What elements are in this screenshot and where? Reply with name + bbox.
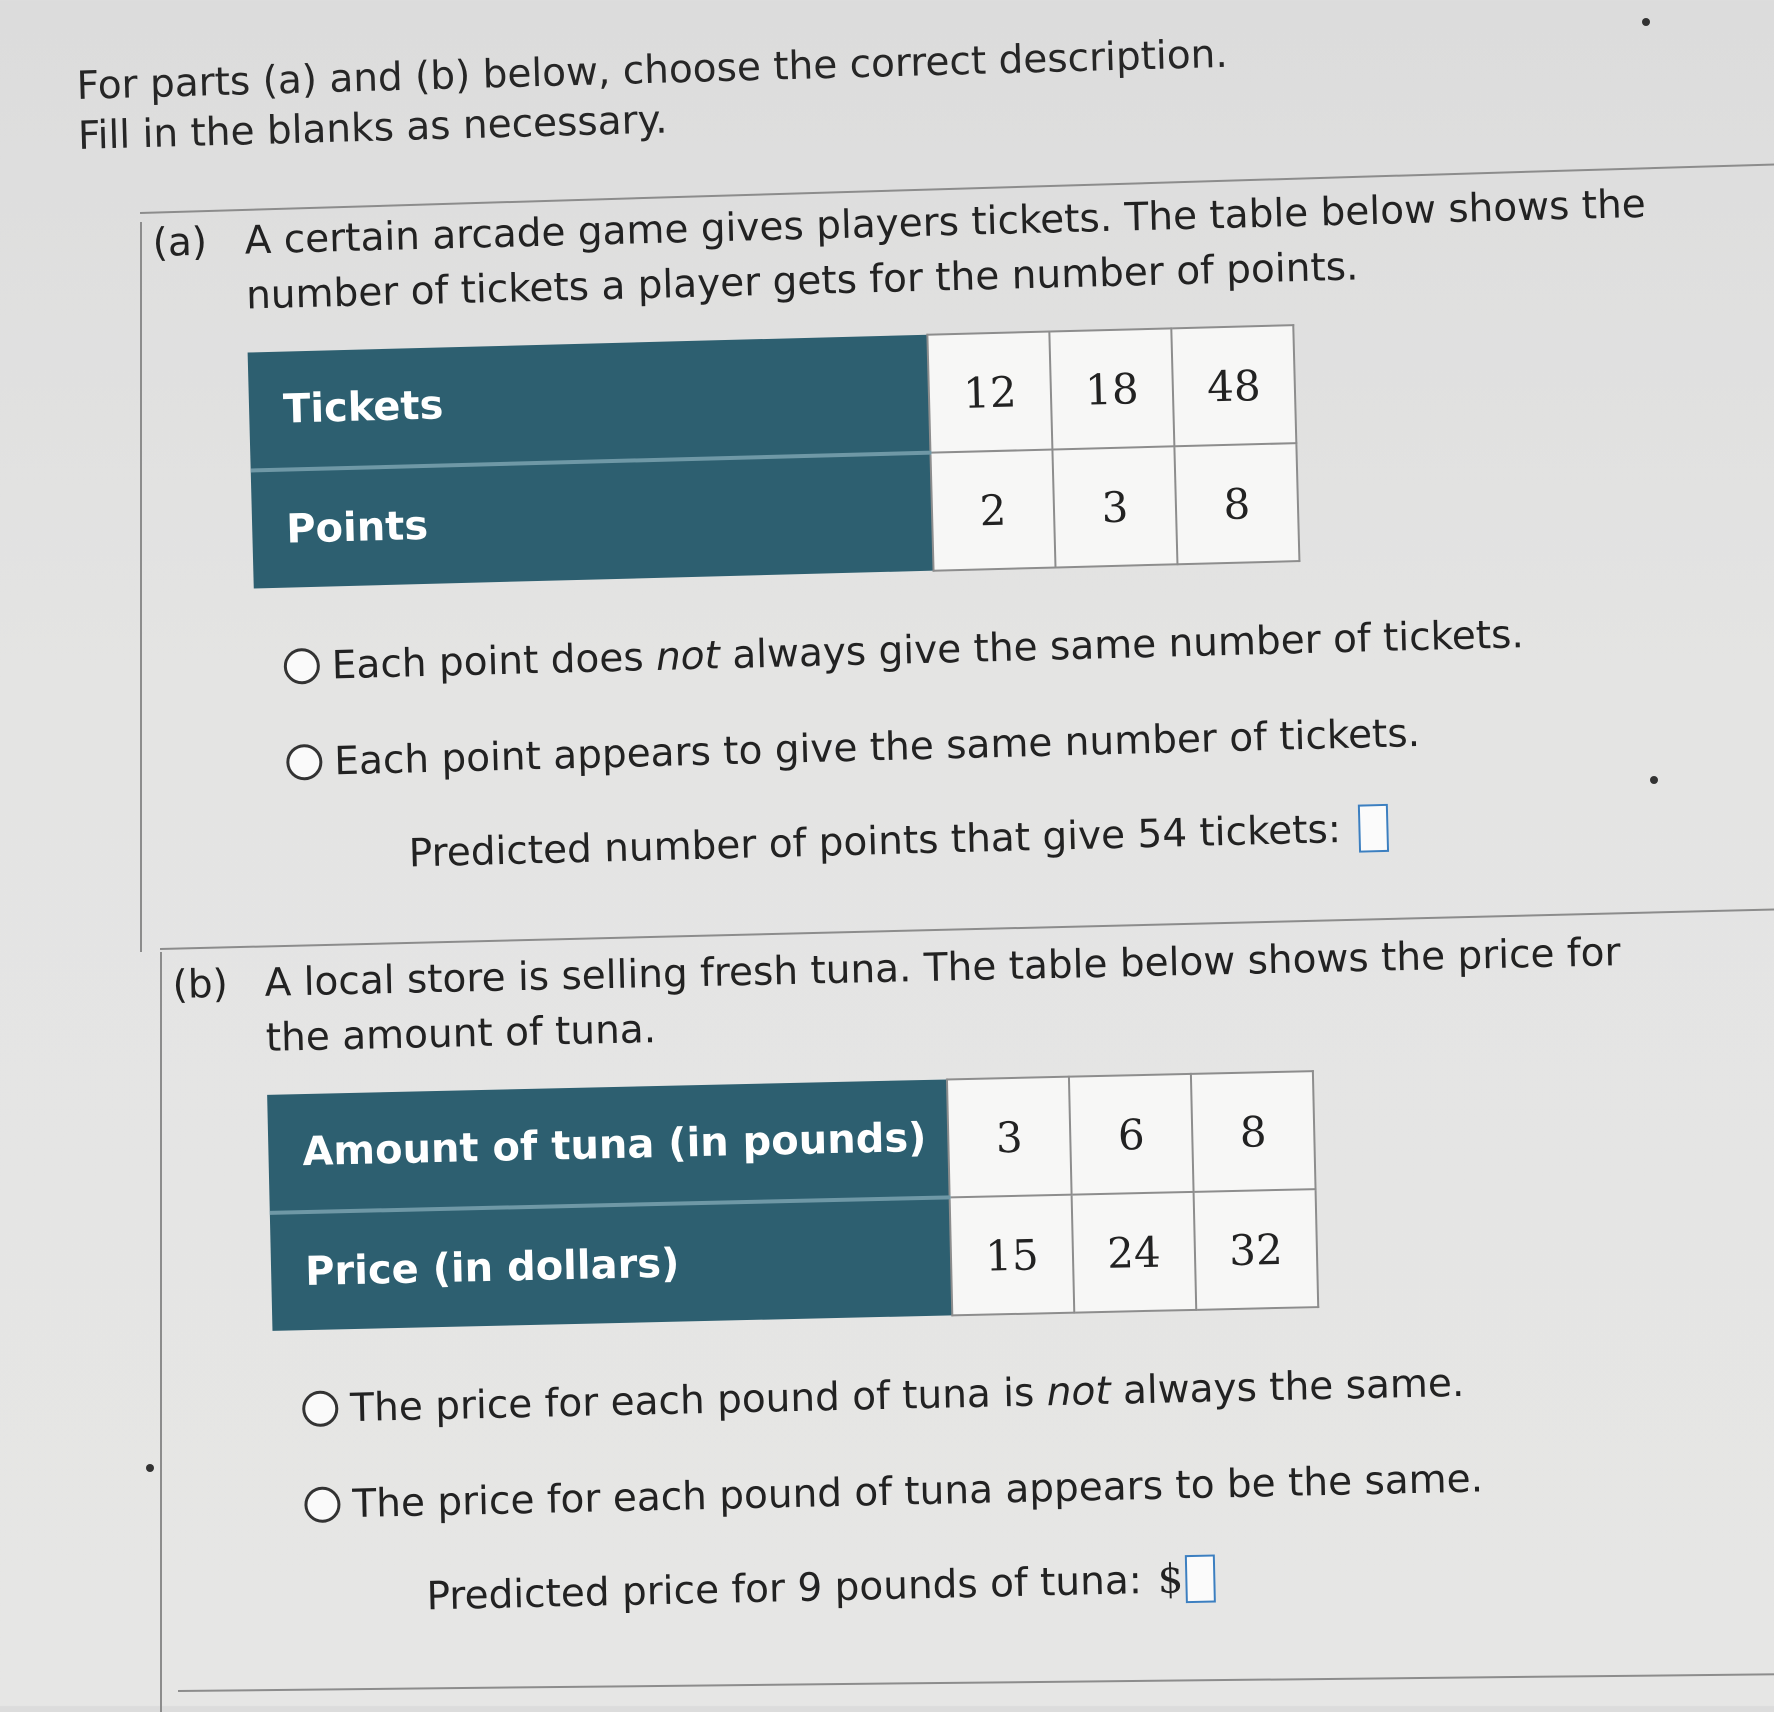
- part-b-choices: [301, 1330, 1697, 1554]
- choice-emphasis: not: [1046, 1368, 1112, 1415]
- table-cell: 3: [1052, 446, 1177, 567]
- table-row: [270, 1189, 1318, 1331]
- choice-label: [331, 612, 1524, 688]
- table-cell: 15: [950, 1195, 1075, 1316]
- table-cell: 2: [930, 450, 1055, 571]
- table-cell: 48: [1171, 325, 1296, 446]
- choice-text: Each point does: [331, 634, 657, 688]
- instructions: [76, 30, 1230, 162]
- table-cell: 8: [1174, 443, 1299, 564]
- prediction-label: Predicted number of points that give 54 tickets:: [408, 806, 1342, 876]
- row-header-amount: Amount of tuna (in pounds): [267, 1079, 950, 1212]
- table-cell: 18: [1049, 328, 1174, 449]
- part-a-prompt: [152, 176, 1666, 326]
- choice-text: always the same.: [1110, 1360, 1465, 1414]
- radio-button[interactable]: [302, 1390, 339, 1427]
- row-header-price: Price (in dollars): [270, 1197, 953, 1330]
- table-cell: 12: [927, 332, 1052, 453]
- table-cell: 3: [947, 1077, 1072, 1198]
- part-b: [172, 924, 1699, 1626]
- part-a: [152, 176, 1681, 883]
- choice-label: Each point appears to give the same number of tickets.: [333, 710, 1421, 784]
- tuna-price-table: [267, 1070, 1319, 1332]
- part-b-text: A local store is selling fresh tuna. The table below shows the price for the amount of tuna.: [264, 930, 1621, 1061]
- part-b-letter: (b): [172, 961, 229, 1008]
- speck: [1642, 18, 1650, 26]
- part-a-letter: (a): [152, 219, 208, 266]
- table-cell: 8: [1191, 1071, 1316, 1192]
- radio-button[interactable]: [304, 1486, 341, 1523]
- speck: [146, 1464, 154, 1472]
- answer-input-a[interactable]: [1358, 804, 1389, 853]
- currency-symbol: $: [1157, 1556, 1184, 1603]
- part-a-choices: [283, 582, 1680, 810]
- radio-button[interactable]: [286, 744, 323, 781]
- instructions-line-2: Fill in the blanks as necessary.: [77, 97, 669, 159]
- row-header-points: Points: [251, 453, 934, 589]
- speck: [1650, 776, 1658, 784]
- table-cell: 6: [1069, 1074, 1194, 1195]
- choice-text: always give the same number of tickets.: [719, 611, 1525, 678]
- row-header-tickets: Tickets: [248, 335, 931, 471]
- choice-emphasis: not: [655, 632, 721, 680]
- choice-label: The price for each pound of tuna appears to be the same.: [351, 1455, 1484, 1527]
- radio-button[interactable]: [283, 648, 320, 685]
- choice-text: The price for each pound of tuna is: [349, 1369, 1048, 1431]
- tickets-points-table: [248, 324, 1301, 589]
- choice-label: [350, 1360, 1465, 1430]
- table-cell: 32: [1194, 1189, 1319, 1310]
- table-cell: 24: [1072, 1192, 1197, 1313]
- instructions-line-1: For parts (a) and (b) below, choose the correct description.: [76, 31, 1229, 109]
- table-row: [267, 1071, 1315, 1213]
- prediction-label: Predicted price for 9 pounds of tuna:: [426, 1557, 1143, 1619]
- answer-input-b[interactable]: [1185, 1554, 1216, 1603]
- part-a-text: A certain arcade game gives players tickets. The table below shows the number of tickets a player gets for the number of points.: [244, 181, 1647, 319]
